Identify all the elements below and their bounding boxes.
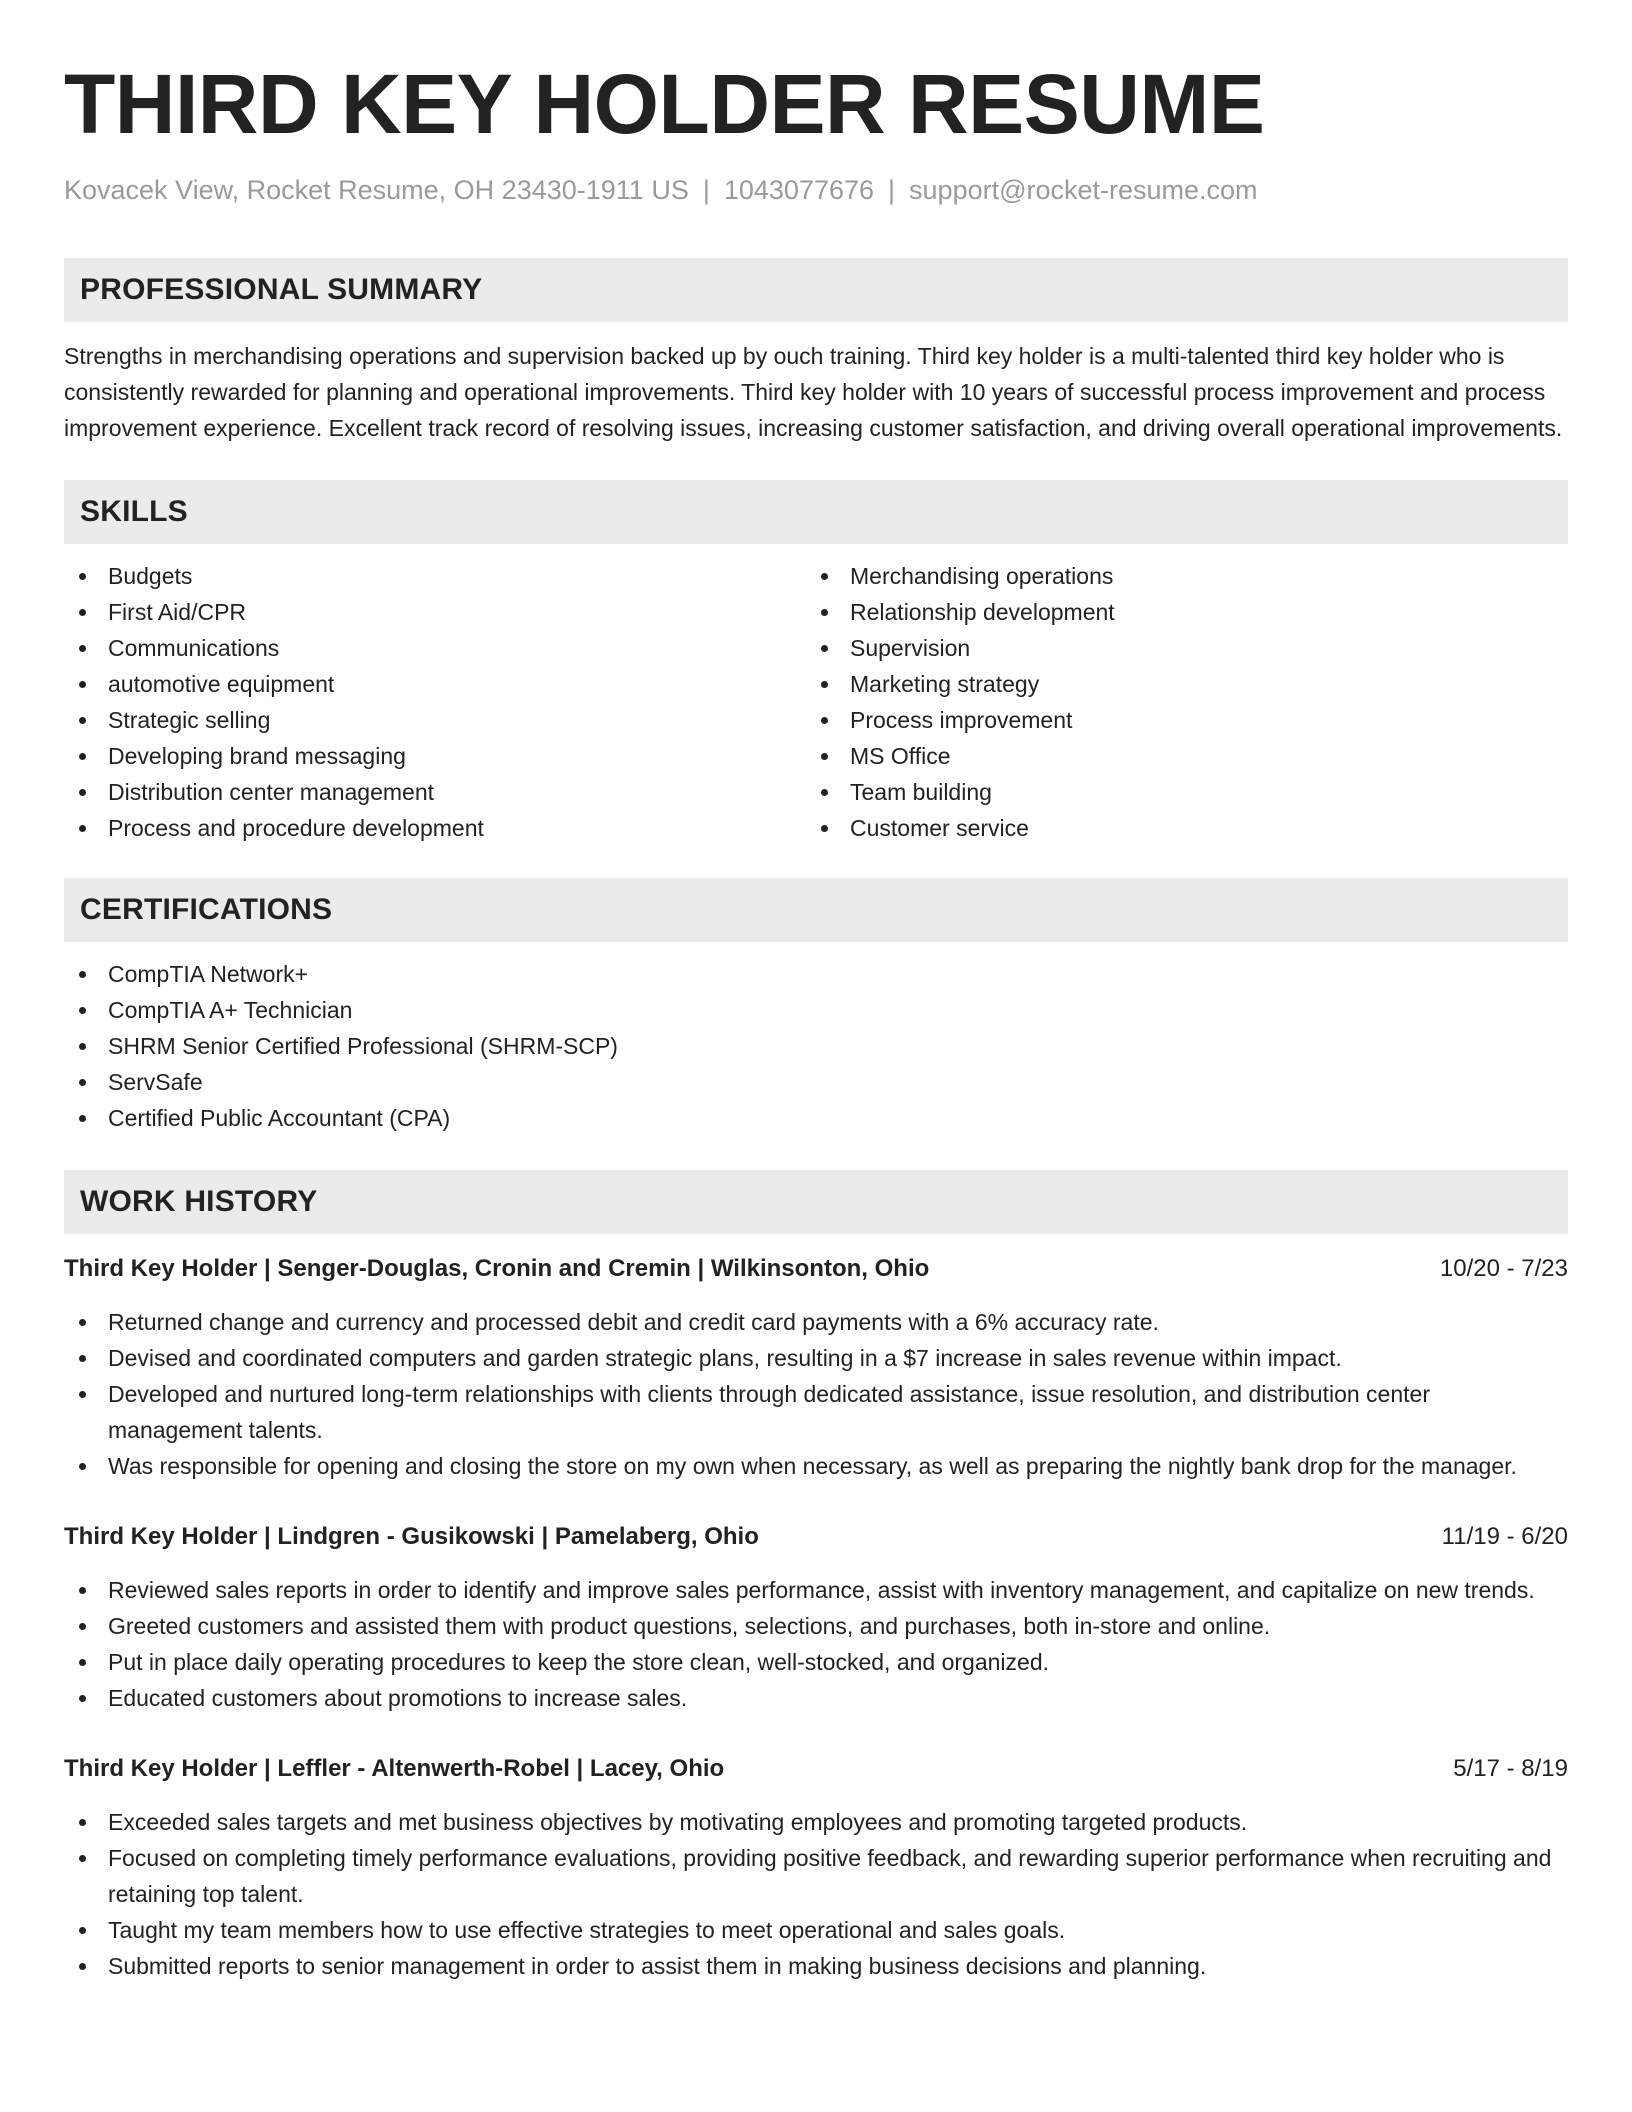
job-duties-list	[64, 1804, 1568, 1984]
job-duty: Devised and coordinated computers and garden strategic plans, resulting in a $7 increase in sales revenue within impact.	[64, 1340, 1568, 1376]
work-history-section	[64, 1170, 1568, 1984]
certifications-list	[64, 956, 1568, 1136]
certification-item: CompTIA Network+	[64, 956, 1568, 992]
skill-item: Developing brand messaging	[64, 738, 806, 774]
job-duty: Exceeded sales targets and met business objectives by motivating employees and promoting targeted products.	[64, 1804, 1568, 1840]
skills-column-right	[806, 558, 1548, 846]
contact-email: support@rocket-resume.com	[909, 175, 1258, 205]
job-header	[64, 1252, 1568, 1286]
certification-item: Certified Public Accountant (CPA)	[64, 1100, 1568, 1136]
job-title: Third Key Holder | Leffler - Altenwerth-Robel | Lacey, Ohio	[64, 1755, 725, 1783]
skill-item: Process improvement	[806, 702, 1548, 738]
skill-item: First Aid/CPR	[64, 594, 806, 630]
certifications-heading: CERTIFICATIONS	[64, 878, 1568, 942]
contact-phone: 1043077676	[723, 175, 875, 205]
job-dates: 11/19 - 6/20	[1441, 1523, 1568, 1551]
certifications-section	[64, 878, 1568, 1136]
contact-line	[64, 174, 1568, 206]
job-title: Third Key Holder | Senger-Douglas, Cronin and Cremin | Wilkinsonton, Ohio	[64, 1255, 930, 1283]
job-dates: 5/17 - 8/19	[1453, 1755, 1568, 1783]
skills-grid	[64, 558, 1568, 846]
skill-item: Strategic selling	[64, 702, 806, 738]
skills-heading: SKILLS	[64, 480, 1568, 544]
job-duty: Greeted customers and assisted them with product questions, selections, and purchases, both in-store and online.	[64, 1608, 1568, 1644]
certification-item: SHRM Senior Certified Professional (SHRM-SCP)	[64, 1028, 1568, 1064]
skill-item: Relationship development	[806, 594, 1548, 630]
skill-item: automotive equipment	[64, 666, 806, 702]
job-duty: Was responsible for opening and closing the store on my own when necessary, as well as preparing the nightly bank drop for the manager.	[64, 1448, 1568, 1484]
job-entry	[64, 1752, 1568, 1984]
skill-item: Team building	[806, 774, 1548, 810]
job-duty: Focused on completing timely performance evaluations, providing positive feedback, and rewarding superior performance when recruiting and retaining top talent.	[64, 1840, 1568, 1912]
job-entry	[64, 1520, 1568, 1716]
job-duties-list	[64, 1304, 1568, 1484]
skill-item: Budgets	[64, 558, 806, 594]
job-duty: Taught my team members how to use effective strategies to meet operational and sales goals.	[64, 1912, 1568, 1948]
job-duty: Reviewed sales reports in order to identify and improve sales performance, assist with inventory management, and capitalize on new trends.	[64, 1572, 1568, 1608]
job-header	[64, 1752, 1568, 1786]
skill-item: Distribution center management	[64, 774, 806, 810]
job-dates: 10/20 - 7/23	[1439, 1255, 1568, 1283]
skill-item: Supervision	[806, 630, 1548, 666]
work-history-heading: WORK HISTORY	[64, 1170, 1568, 1234]
skill-item: Process and procedure development	[64, 810, 806, 846]
summary-heading: PROFESSIONAL SUMMARY	[64, 258, 1568, 322]
job-duty: Submitted reports to senior management in order to assist them in making business decisions and planning.	[64, 1948, 1568, 1984]
job-duty: Developed and nurtured long-term relationships with clients through dedicated assistance, issue resolution, and distribution center management talents.	[64, 1376, 1568, 1448]
job-duty: Put in place daily operating procedures to keep the store clean, well-stocked, and organized.	[64, 1644, 1568, 1680]
job-duty: Returned change and currency and processed debit and credit card payments with a 6% accuracy rate.	[64, 1304, 1568, 1340]
summary-text: Strengths in merchandising operations and supervision backed up by ouch training. Third key holder is a multi-talented third key holder who is consistently rewarded for planning and operational improvements. Third key holder with 10 years of successful process improvement and process improvement experience. Excellent track record of resolving issues, increasing customer satisfaction, and driving overall operational improvements.	[64, 343, 1563, 442]
job-title: Third Key Holder | Lindgren - Gusikowski | Pamelaberg, Ohio	[64, 1523, 759, 1551]
summary-section	[64, 258, 1568, 446]
job-duty: Educated customers about promotions to increase sales.	[64, 1680, 1568, 1716]
skill-item: Marketing strategy	[806, 666, 1548, 702]
certification-item: ServSafe	[64, 1064, 1568, 1100]
contact-address: Kovacek View, Rocket Resume, OH 23430-1911 US	[64, 175, 689, 205]
skill-item: MS Office	[806, 738, 1548, 774]
skills-column-left	[64, 558, 806, 846]
contact-separator: |	[702, 175, 710, 205]
resume-title: THIRD KEY HOLDER RESUME	[64, 57, 1265, 151]
job-header	[64, 1520, 1568, 1554]
skill-item: Customer service	[806, 810, 1548, 846]
skills-section	[64, 480, 1568, 846]
certification-item: CompTIA A+ Technician	[64, 992, 1568, 1028]
skill-item: Merchandising operations	[806, 558, 1548, 594]
job-entry	[64, 1252, 1568, 1484]
job-duties-list	[64, 1572, 1568, 1716]
skill-item: Communications	[64, 630, 806, 666]
contact-separator: |	[888, 175, 896, 205]
